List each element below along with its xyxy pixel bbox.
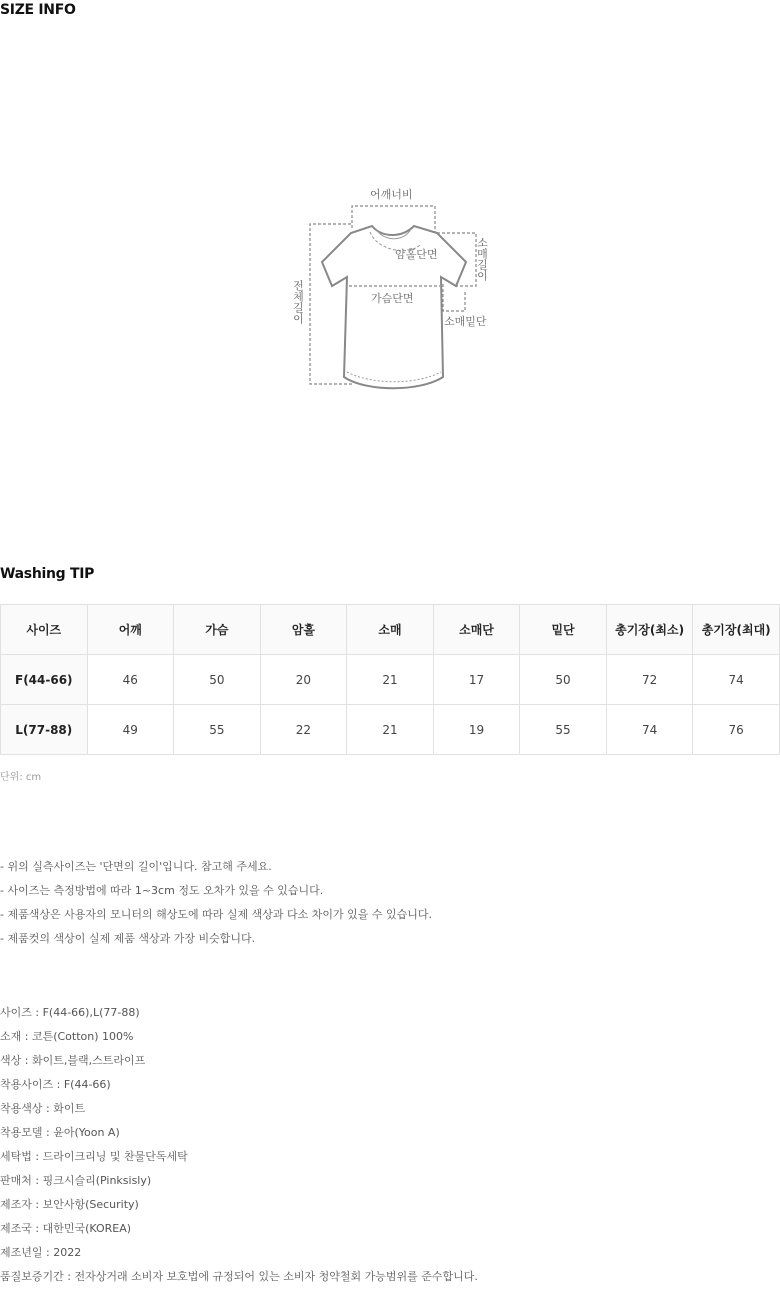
- size-notes: [0, 855, 432, 951]
- info-line: 품질보증기간 : 전자상거래 소비자 보호법에 규정되어 있는 소비자 청약철회 가능범위를 준수합니다.: [0, 1270, 478, 1283]
- info-line: 세탁법 : 드라이크리닝 및 찬물단독세탁: [0, 1150, 188, 1163]
- table-row: [1, 655, 780, 705]
- note-line: - 제품색상은 사용자의 모니터의 해상도에 따라 실제 색상과 다소 차이가 있을 수 있습니다.: [0, 908, 432, 921]
- table-cell: 74: [693, 655, 780, 705]
- label-sleeve-opening: 소매밑단: [444, 315, 487, 328]
- note-line: - 사이즈는 측정방법에 따라 1~3cm 정도 오차가 있을 수 있습니다.: [0, 884, 324, 897]
- info-line: 판매처 : 핑크시슬리(Pinksisly): [0, 1174, 152, 1187]
- table-cell: 17: [433, 655, 520, 705]
- info-line: 소재 : 코튼(Cotton) 100%: [0, 1030, 134, 1043]
- unit-note: 단위: cm: [0, 772, 42, 783]
- header-cell: 밑단: [520, 605, 607, 655]
- info-line: 착용사이즈 : F(44-66): [0, 1078, 111, 1091]
- note-line: - 제품컷의 색상이 실제 제품 색상과 가장 비슷합니다.: [0, 932, 256, 945]
- table-cell: 22: [260, 705, 347, 755]
- header-cell: 소매: [347, 605, 434, 655]
- info-line: 착용모델 : 윤아(Yoon A): [0, 1126, 120, 1139]
- table-cell: 50: [520, 655, 607, 705]
- table-cell: 21: [347, 705, 434, 755]
- label-total-length: 전체길이: [291, 280, 305, 324]
- table-cell: 74: [606, 705, 693, 755]
- header-cell: 총기장(최소): [606, 605, 693, 655]
- hem-stitch: [347, 372, 441, 382]
- info-line: 사이즈 : F(44-66),L(77-88): [0, 1006, 140, 1019]
- table-cell: 20: [260, 655, 347, 705]
- size-table: [0, 604, 780, 755]
- note-line: - 위의 실측사이즈는 '단면의 길이'입니다. 참고해 주세요.: [0, 860, 272, 873]
- info-line: 제조국 : 대한민국(KOREA): [0, 1222, 132, 1235]
- header-cell: 어깨: [87, 605, 174, 655]
- info-line: 착용색상 : 화이트: [0, 1102, 86, 1115]
- header-cell: 총기장(최대): [693, 605, 780, 655]
- header-cell: 소매단: [433, 605, 520, 655]
- info-line: 제조자 : 보안사항(Security): [0, 1198, 139, 1211]
- table-cell: 46: [87, 655, 174, 705]
- header-cell: 암홀: [260, 605, 347, 655]
- label-armhole: 암홀단면: [395, 248, 438, 261]
- table-row: [1, 705, 780, 755]
- info-line: 색상 : 화이트,블랙,스트라이프: [0, 1054, 146, 1067]
- table-cell: F(44-66): [1, 655, 88, 705]
- washing-tip-title: Washing TIP: [0, 566, 95, 582]
- label-sleeve-length: 소매길이: [475, 237, 489, 281]
- table-cell: 21: [347, 655, 434, 705]
- table-cell: 55: [174, 705, 261, 755]
- info-line: 제조년일 : 2022: [0, 1246, 82, 1259]
- tshirt-outline: [322, 226, 466, 388]
- product-info: [0, 1001, 478, 1289]
- label-shoulder: 어깨너비: [370, 188, 413, 201]
- label-chest: 가슴단면: [371, 292, 414, 305]
- header-cell: 가슴: [174, 605, 261, 655]
- table-cell: 49: [87, 705, 174, 755]
- table-cell: 76: [693, 705, 780, 755]
- table-cell: 55: [520, 705, 607, 755]
- header-cell: 사이즈: [1, 605, 88, 655]
- tshirt-measurement-diagram: [280, 180, 500, 400]
- table-cell: 19: [433, 705, 520, 755]
- table-cell: 72: [606, 655, 693, 705]
- sleeve-opening-measure-line: [443, 284, 465, 311]
- table-header-row: [1, 605, 780, 655]
- size-info-title: SIZE INFO: [0, 2, 76, 18]
- table-cell: L(77-88): [1, 705, 88, 755]
- table-cell: 50: [174, 655, 261, 705]
